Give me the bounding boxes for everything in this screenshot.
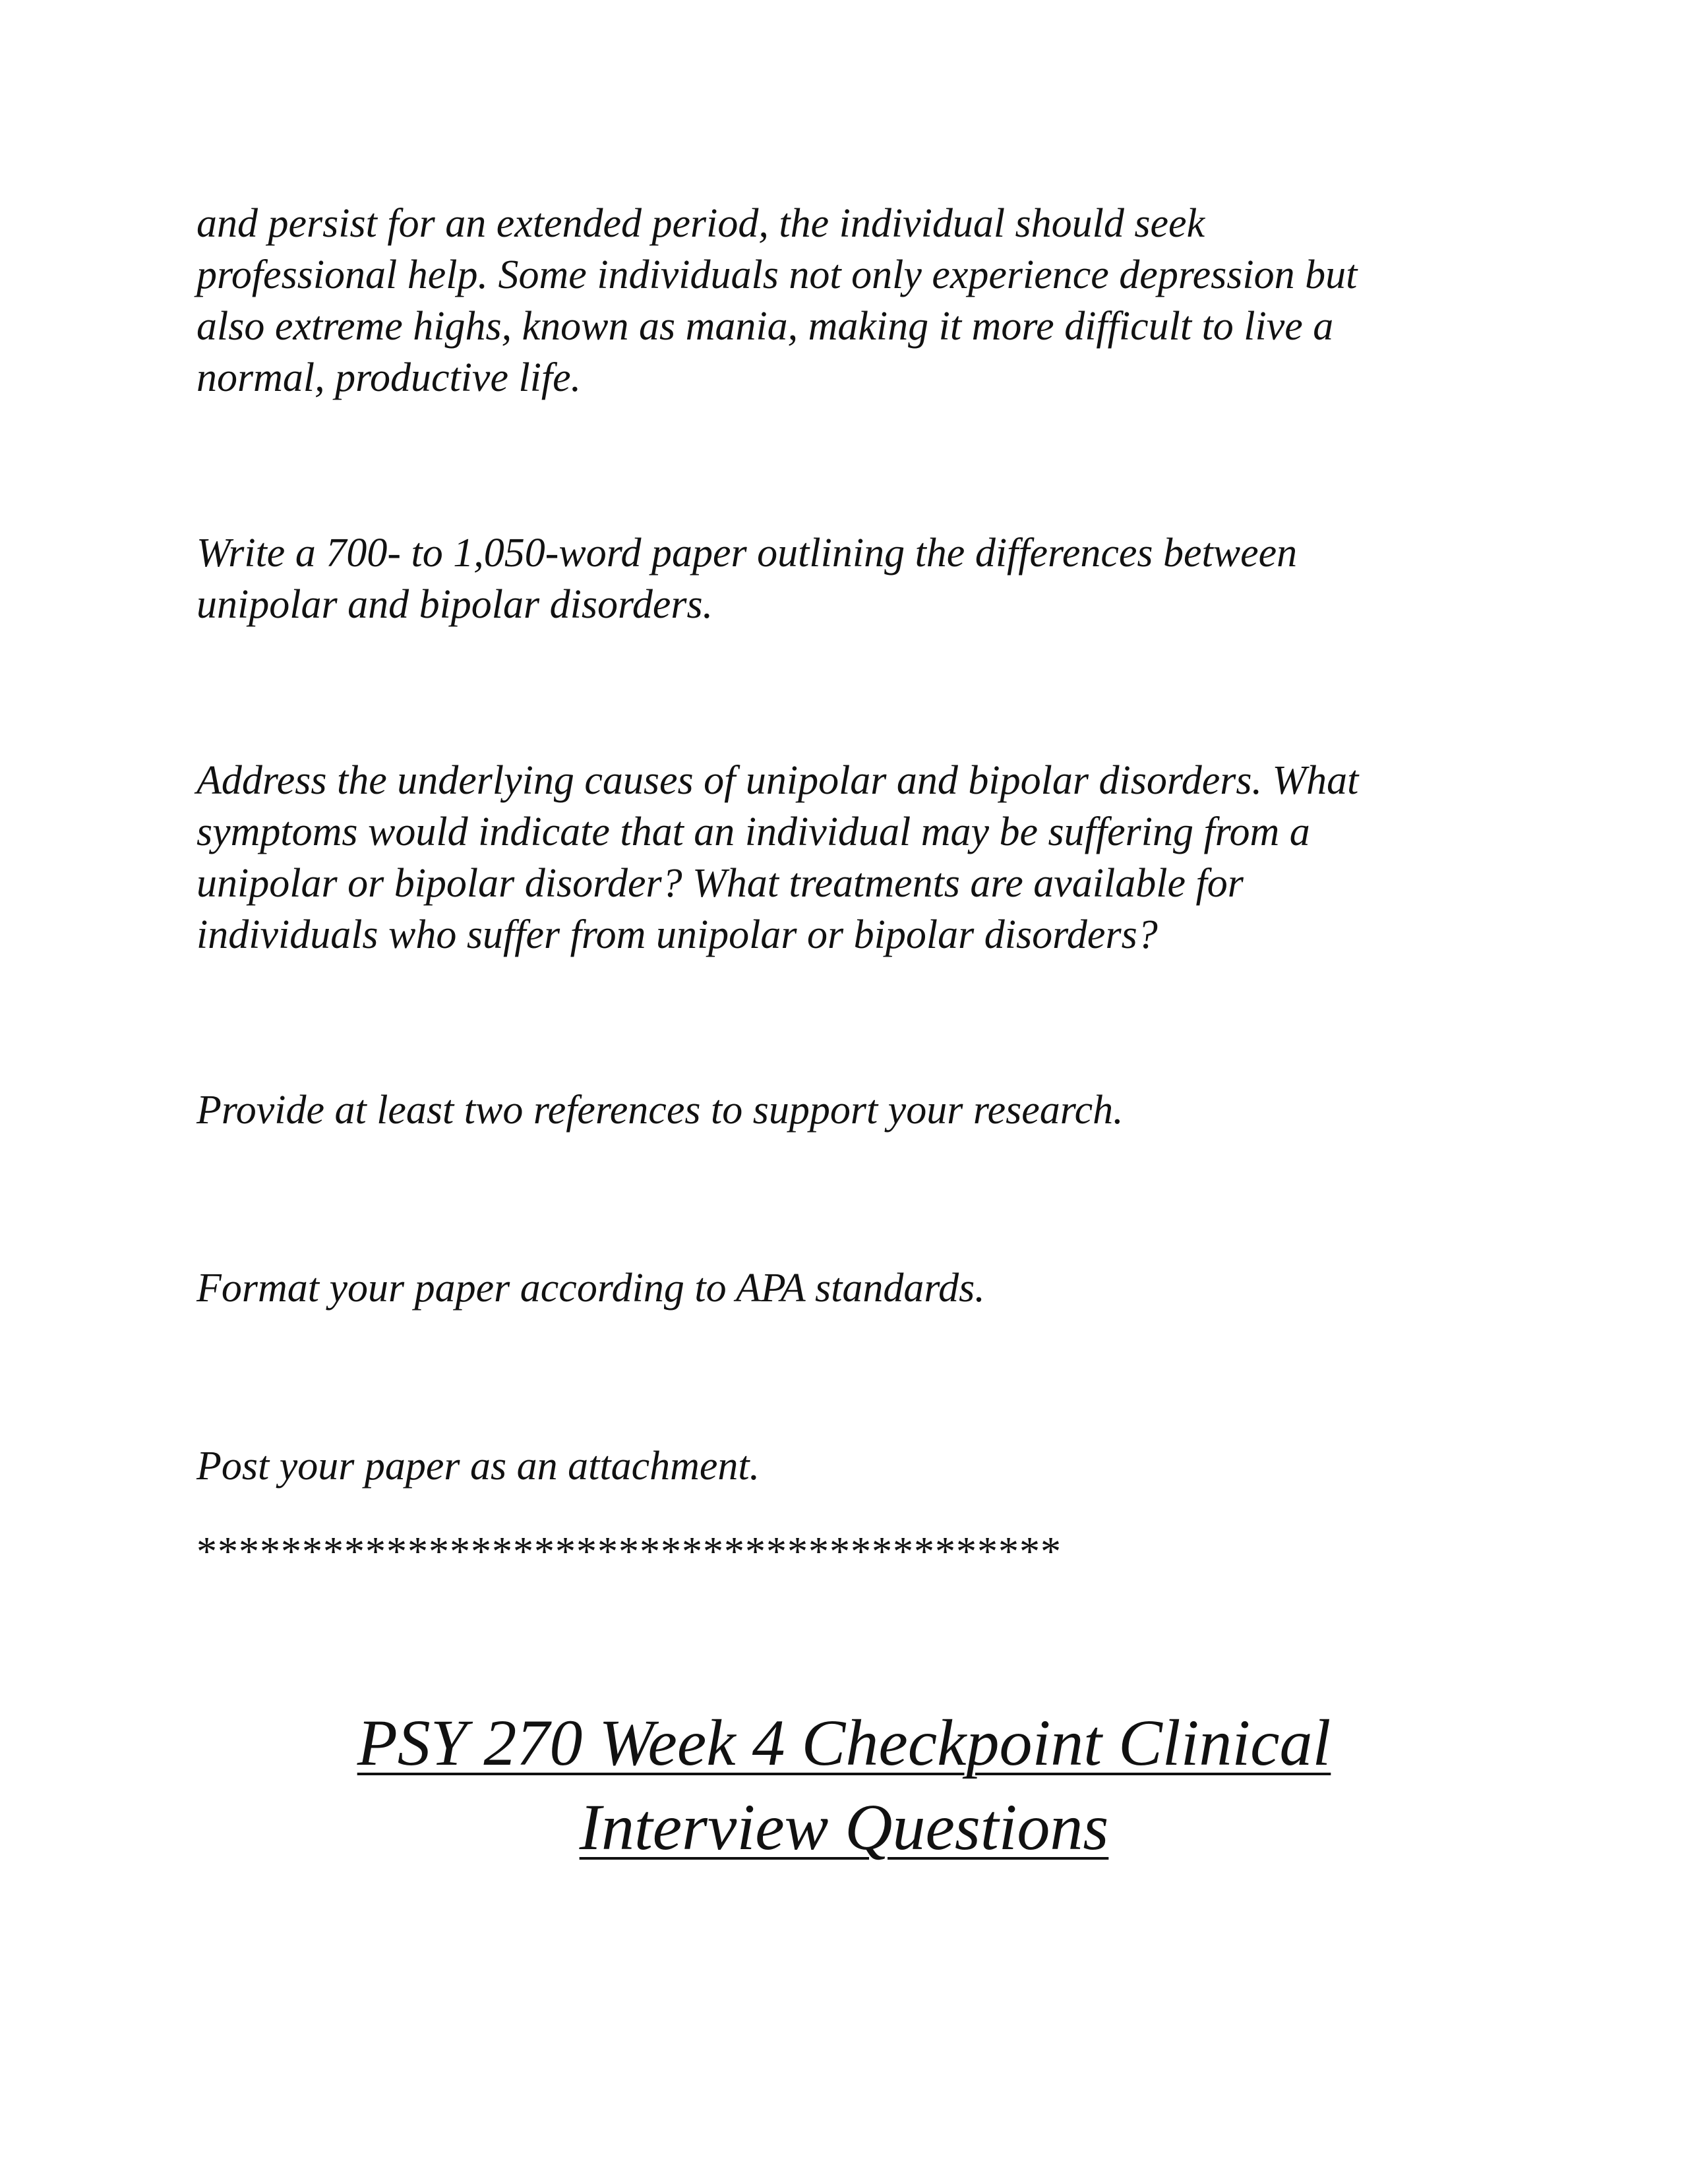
text-line: Write a 700- to 1,050-word paper outlining the differences between (196, 531, 1298, 576)
text-line: Address the underlying causes of unipolar and bipolar disorders. What (196, 758, 1359, 803)
text-line: unipolar and bipolar disorders. (196, 582, 713, 627)
text-line: Post your paper as an attachment. (196, 1444, 760, 1489)
paragraph-references (196, 1084, 1515, 1136)
text-line: and persist for an extended period, the individual should seek (196, 201, 1205, 246)
heading-line: Interview Questions (579, 1790, 1109, 1864)
text-line: Format your paper according to APA standards. (196, 1266, 985, 1311)
section-heading (0, 1701, 1688, 1870)
text-line: individuals who suffer from unipolar or bipolar disorders? (196, 912, 1158, 957)
text-line: professional help. Some individuals not only experience depression but (196, 252, 1358, 297)
paragraph-assignment-questions (196, 755, 1515, 960)
paragraph-professional-help (196, 198, 1515, 403)
paragraph-assignment-length (196, 527, 1515, 630)
paragraph-post-attachment (196, 1440, 1515, 1492)
text-line: normal, productive life. (196, 355, 582, 400)
text-line: symptoms would indicate that an individual may be suffering from a (196, 810, 1310, 854)
heading-line: PSY 270 Week 4 Checkpoint Clinical (357, 1706, 1331, 1779)
asterisk-separator: ***************************************** (196, 1529, 1062, 1574)
text-line: unipolar or bipolar disorder? What treatments are available for (196, 861, 1244, 906)
text-line: also extreme highs, known as mania, making it more difficult to live a (196, 304, 1334, 349)
paragraph-apa-format (196, 1262, 1515, 1314)
text-line: Provide at least two references to support your research. (196, 1088, 1124, 1133)
